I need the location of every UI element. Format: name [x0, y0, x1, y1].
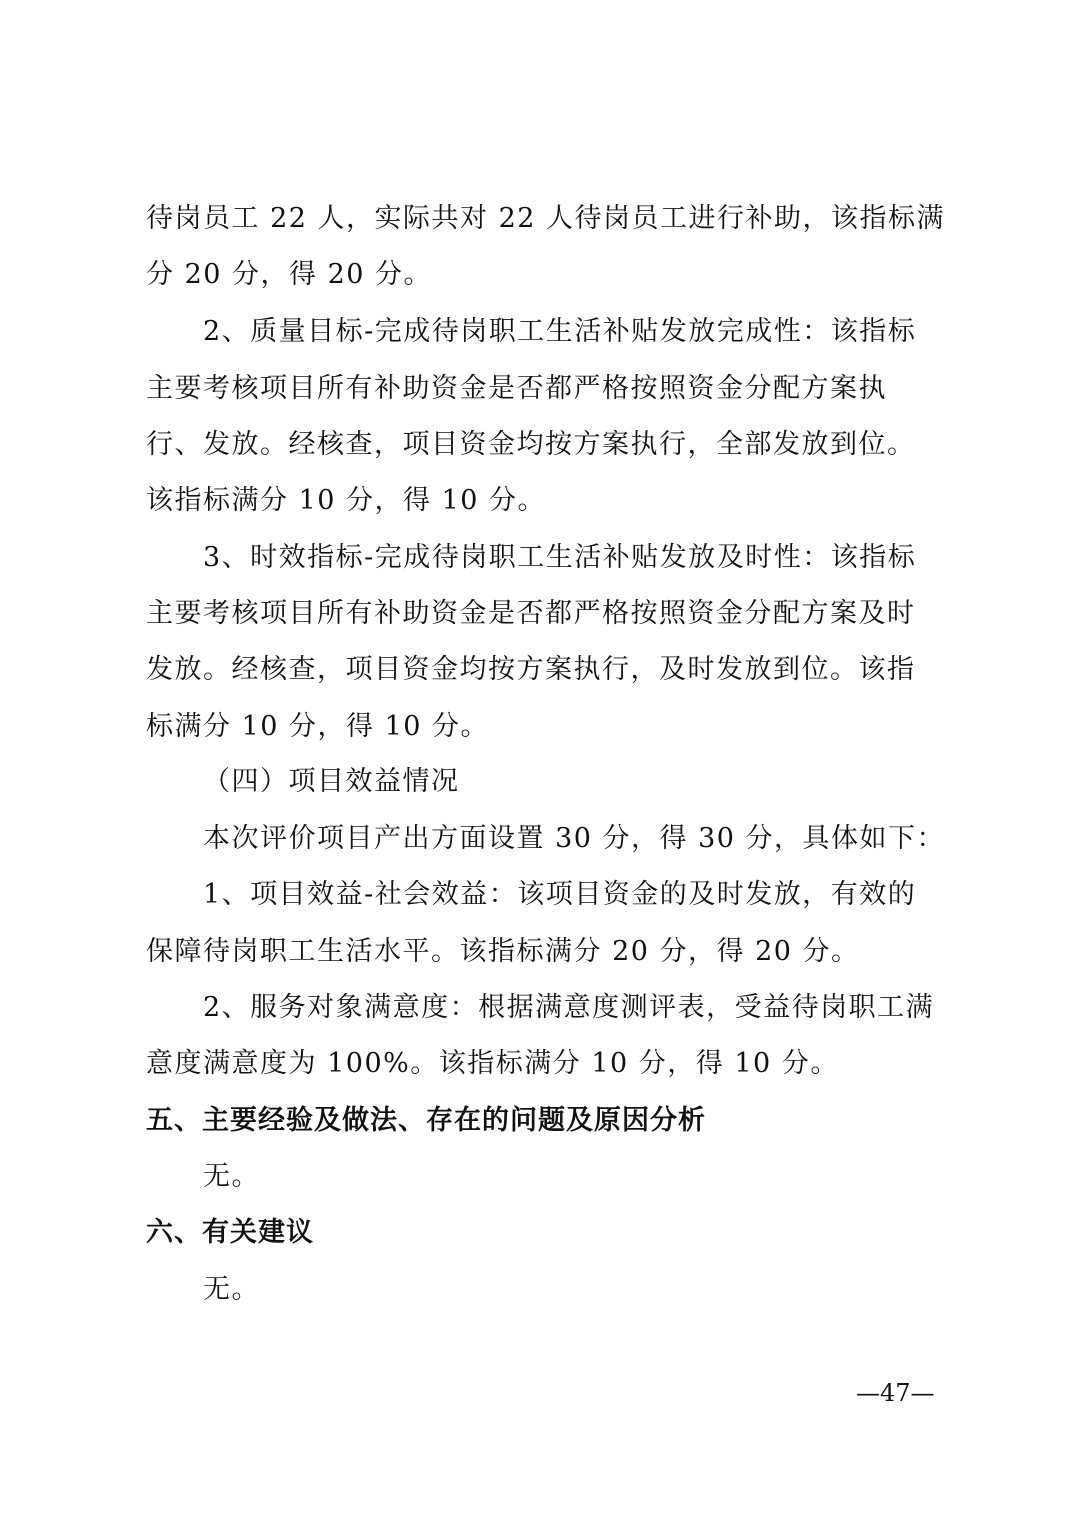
- body-text-line: 待岗员工 22 人，实际共对 22 人待岗员工进行补助，该指标满: [146, 203, 946, 234]
- subsection-heading: （四）项目效益情况: [203, 766, 460, 797]
- body-text-line: 主要考核项目所有补助资金是否都严格按照资金分配方案执: [146, 373, 887, 404]
- body-text-line: 无。: [203, 1274, 260, 1305]
- paragraph-satisfaction: 2、服务对象满意度：根据满意度测评表，受益待岗职工满: [203, 992, 935, 1023]
- paragraph-summary: 本次评价项目产出方面设置 30 分，得 30 分，具体如下：: [203, 823, 946, 854]
- body-text-line: 标满分 10 分，得 10 分。: [146, 711, 490, 742]
- body-text-line: 无。: [203, 1161, 260, 1192]
- paragraph-social-benefit: 1、项目效益-社会效益：该项目资金的及时发放，有效的: [203, 879, 917, 910]
- body-text-line: 行、发放。经核查，项目资金均按方案执行，全部发放到位。: [146, 429, 916, 460]
- body-text-line: 主要考核项目所有补助资金是否都严格按照资金分配方案及时: [146, 598, 916, 629]
- paragraph-timeliness-indicator: 3、时效指标-完成待岗职工生活补贴发放及时性：该指标: [203, 542, 917, 573]
- body-text-line: 保障待岗职工生活水平。该指标满分 20 分，得 20 分。: [146, 936, 860, 967]
- body-text-line: 分 20 分，得 20 分。: [146, 259, 433, 290]
- body-text-line: 该指标满分 10 分，得 10 分。: [146, 485, 547, 516]
- body-text-line: 发放。经核查，项目资金均按方案执行，及时发放到位。该指: [146, 654, 916, 685]
- body-text-line: 意度满意度为 100%。该指标满分 10 分，得 10 分。: [146, 1048, 839, 1079]
- page-number: —47—: [856, 1379, 935, 1407]
- section-heading-suggestions: 六、有关建议: [146, 1217, 314, 1248]
- paragraph-quality-target: 2、质量目标-完成待岗职工生活补贴发放完成性：该指标: [203, 316, 917, 347]
- section-heading-experience: 五、主要经验及做法、存在的问题及原因分析: [146, 1105, 706, 1136]
